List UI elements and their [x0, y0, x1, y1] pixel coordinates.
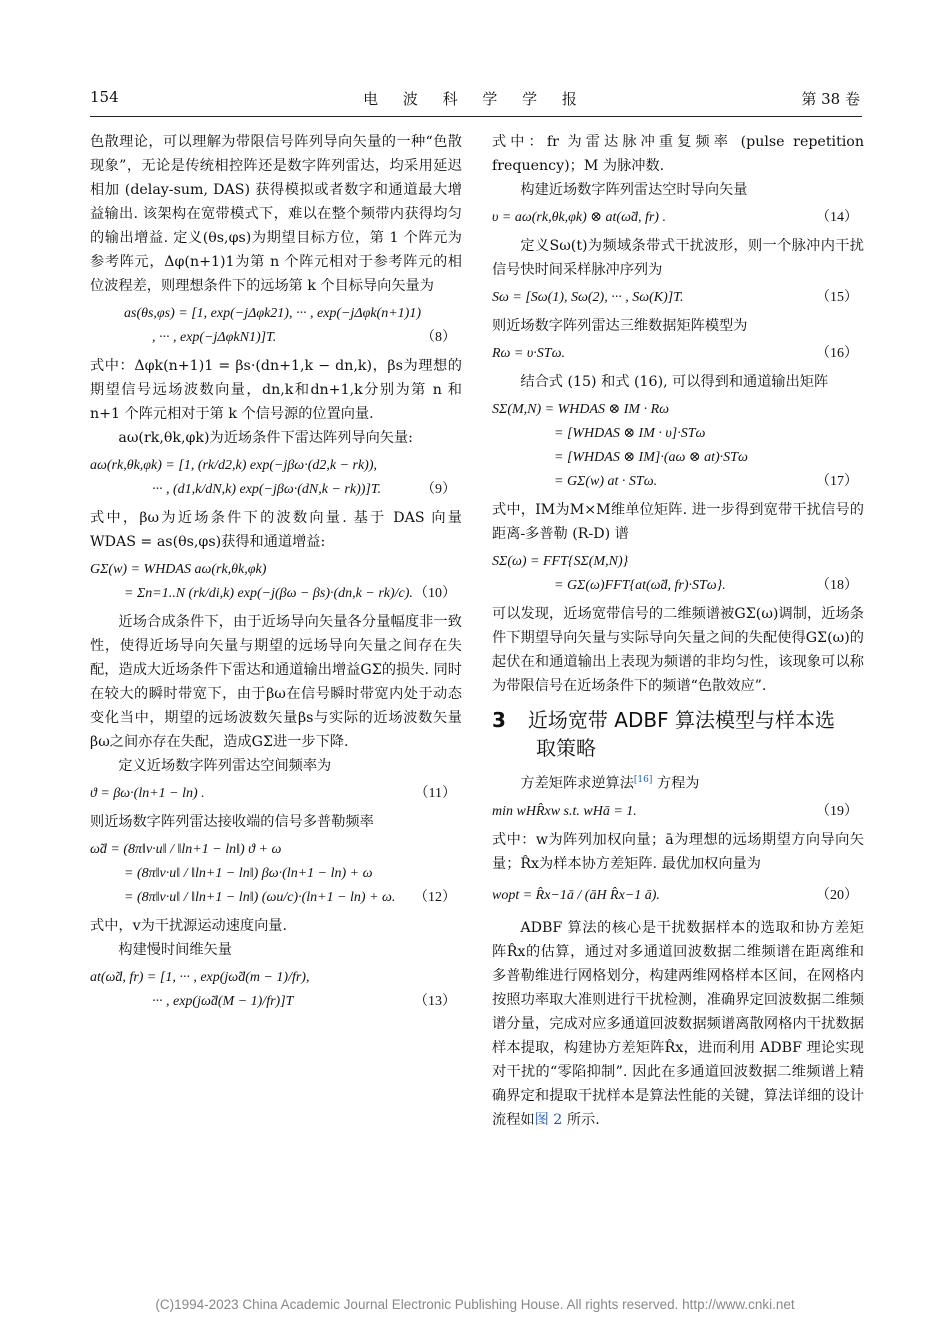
equation-number: （15）: [816, 290, 858, 305]
right-column: [492, 130, 864, 1132]
equation-number: （10）: [414, 586, 456, 601]
paragraph: 结合式 (15) 和式 (16), 可以得到和通道输出矩阵: [520, 374, 829, 390]
equation-number: （13）: [414, 994, 456, 1009]
equation-13: （13） at(ω̃d, fr) = [1, ··· , exp(jω̃d(m − 1)/fr), ··· , exp(jω̃d(M − 1)/fr)]T: [90, 966, 462, 1014]
equation-11: （11） ϑ = βω·(ln+1 − ln) .: [90, 782, 462, 806]
paragraph: ADBF 算法的核心是干扰数据样本的选取和协方差矩阵R̂x的估算，通过对多通道回波数据二维频谱在距离维和多普勒维进行网格划分，构建两维网格样本区间，在网格内按照功率取大准则进行干扰检测，准确界定回波数据二维频谱分量，完成对应多通道回波数据频谱离散网格内干扰数据样本提取，构建协方差矩阵R̂x，进而利用 ADBF 理论实现对干扰的“零陷抑制”. 因此在多通道回波数据二维频谱上精确界定和提取干扰样本是算法性能的关键，算法详细的设计流程如图 2 所示.: [492, 919, 864, 1128]
equation-number: （17）: [816, 474, 858, 489]
section-heading: [492, 706, 864, 762]
paragraph: 构建近场数字阵列雷达空时导向矢量: [520, 182, 748, 198]
equation-20: （20） wopt = R̂x−1ā / (āH R̂x−1 ā).: [492, 884, 864, 908]
equation-14: （14） υ = aω(rk,θk,φk) ⊗ at(ω̃d, fr) .: [492, 206, 864, 230]
paragraph: 式中，v为干扰源运动速度向量.: [90, 918, 287, 934]
equation-number: （18）: [816, 578, 858, 593]
page-number: 154: [90, 88, 119, 106]
equation-number: （9）: [421, 482, 456, 497]
equation-16: （16） Rω = υ·STω.: [492, 342, 864, 366]
equation-8: （8） as(θs,φs) = [1, exp(−jΔφk21), ··· , exp(−jΔφk(n+1)1) , ··· , exp(−jΔφkN1)]T.: [90, 302, 462, 350]
equation-19: （19） min wHR̂xw s.t. wHā = 1.: [492, 800, 864, 824]
paragraph: 式中，βω为近场条件下的波数向量. 基于 DAS 向量 WDAS = as(θs,φs)获得和通道增益:: [90, 510, 462, 550]
equation-number: （14）: [816, 210, 858, 225]
paragraph: 式中：fr 为雷达脉冲重复频率 (pulse repetition frequency)；M 为脉冲数.: [492, 134, 864, 174]
figure-link[interactable]: 图 2: [534, 1111, 563, 1128]
section-number: 3: [492, 708, 506, 732]
paragraph: 构建慢时间维矢量: [118, 942, 232, 958]
equation-9: （9） aω(rk,θk,φk) = [1, (rk/d2,k) exp(−jβω·(d2,k − rk)), ··· , (d1,k/dN,k) exp(−jβω·(dN,k − rk))]T.: [90, 454, 462, 502]
paragraph: 式中：w为阵列加权向量；ā为理想的远场期望方向导向矢量；R̂x为样本协方差矩阵. 最优加权向量为: [492, 831, 864, 872]
running-header: [90, 88, 860, 112]
volume-label: 第 38 卷: [801, 90, 860, 108]
left-column: [90, 130, 462, 1018]
equation-15: （15） Sω = [Sω(1), Sω(2), ··· , Sω(K)]T.: [492, 286, 864, 310]
section-title-cont: 取策略: [536, 736, 596, 760]
equation-12: （12） ω̃d = (8π‖v·u‖ / ‖ln+1 − ln‖) ϑ + ω = (8π‖v·u‖ / ‖ln+1 − ln‖) βω·(ln+1 − ln) + ω = (8π‖v·u‖ / ‖ln+1 − ln‖) (ωu/c)·(ln+1 − ln) + ω.: [90, 838, 462, 910]
header-rule: [90, 116, 862, 117]
citation-link[interactable]: [16]: [633, 775, 653, 785]
section-title: 近场宽带 ADBF 算法模型与样本选: [527, 708, 835, 732]
paragraph: 色散理论，可以理解为带限信号阵列导向矢量的一种“色散现象”，无论是传统相控阵还是数字阵列雷达，均采用延迟相加 (delay-sum, DAS) 获得模拟或者数字和通道最大增益输出. 该架构在宽带模式下，难以在整个频带内获得均匀的输出增益. 定义(θs,φs)为期望目标方位，第 1 个阵元为参考阵元，Δφ(n+1)1为第 n 个阵元相对于参考阵元的相位波程差，则理想条件下的远场第 k 个目标导向矢量为: [90, 134, 462, 294]
paragraph: 定义Sω(t)为频域条带式干扰波形，则一个脉冲内干扰信号快时间采样脉冲序列为: [492, 238, 864, 278]
equation-number: （11）: [414, 786, 456, 801]
equation-10: （10） GΣ(w) = WHDAS aω(rk,θk,φk) = Σn=1..N (rk/di,k) exp(−j(βω − βs)·(dn,k − rk)/c).: [90, 558, 462, 606]
equation-number: （12）: [414, 890, 456, 905]
equation-17: （17） SΣ(M,N) = WHDAS ⊗ IM · Rω = [WHDAS ⊗ IM · υ]·STω = [WHDAS ⊗ IM]·(aω ⊗ at)·STω = GΣ(w) at · STω.: [492, 398, 864, 494]
copyright-footer: (C)1994-2023 China Academic Journal Electronic Publishing House. All rights reserved. http://www.cnki.net: [155, 1297, 795, 1312]
journal-name: 电 波 科 学 学 报: [363, 90, 587, 108]
paragraph: 式中，IM为M×M维单位矩阵. 进一步得到宽带干扰信号的距离-多普勒 (R-D) 谱: [492, 502, 864, 542]
paragraph: 可以发现，近场宽带信号的二维频谱被GΣ(ω)调制，近场条件下期望导向矢量与实际导向矢量之间的失配使得GΣ(ω)的起伏在和通道输出上表现为频谱的非均匀性，该现象可以称为带限信号在近场条件下的频谱“色散效应”.: [492, 606, 864, 694]
paragraph: 则近场数字阵列雷达三维数据矩阵模型为: [492, 318, 748, 334]
equation-number: （19）: [816, 803, 858, 819]
equation-18: （18） SΣ(ω) = FFT{SΣ(M,N)} = GΣ(ω)FFT{at(ω̃d, fr)·STω}.: [492, 550, 864, 598]
paragraph: aω(rk,θk,φk)为近场条件下雷达阵列导向矢量:: [118, 430, 413, 446]
paragraph: 方差矩阵求逆算法[16] 方程为: [520, 775, 700, 792]
equation-number: （16）: [816, 346, 858, 361]
paragraph: 定义近场数字阵列雷达空间频率为: [118, 758, 332, 774]
equation-number: （8）: [421, 330, 456, 345]
equation-number: （20）: [816, 887, 858, 903]
paragraph: 式中：Δφk(n+1)1 = βs·(dn+1,k − dn,k)，βs为理想的期望信号远场波数向量，dn,k和dn+1,k分别为第 n 和 n+1 个阵元相对于第 k 个信号源的位置向量.: [90, 358, 462, 422]
paragraph: 近场合成条件下，由于近场导向矢量各分量幅度非一致性，使得近场导向矢量与期望的远场导向矢量之间存在失配，造成大近场条件下雷达和通道输出增益GΣ的损失. 同时在较大的瞬时带宽下，由于βω在信号瞬时带宽内处于动态变化当中，期望的远场波数矢量βs与实际的近场波数矢量βω之间亦存在失配，造成GΣ进一步下降.: [90, 614, 462, 750]
paragraph: 则近场数字阵列雷达接收端的信号多普勒频率: [90, 814, 374, 830]
